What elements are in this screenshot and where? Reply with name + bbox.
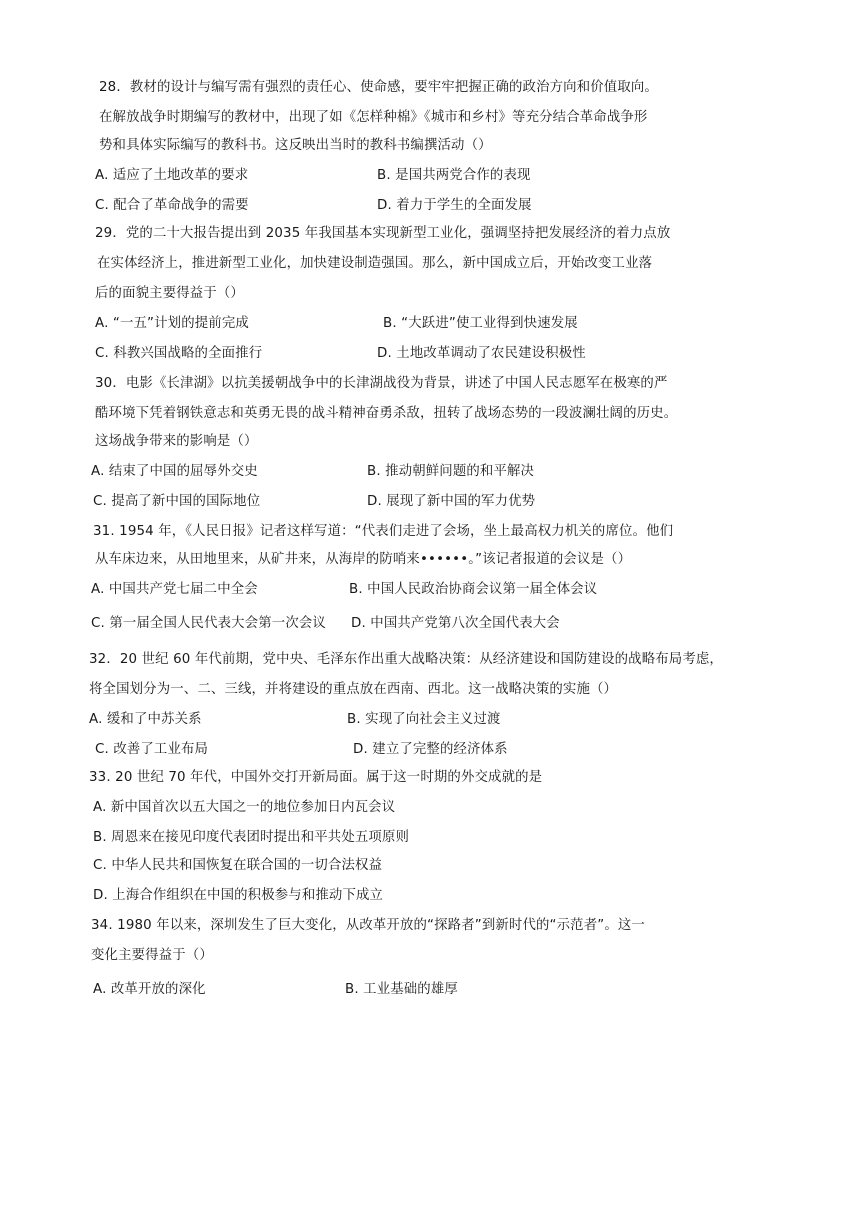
option-d[interactable]: D. 建立了完整的经济体系 (353, 742, 508, 757)
question-text-line: 28．教材的设计与编写需有强烈的责任心、使命感，要牢牢把握正确的政治方向和价值取向。 (99, 80, 658, 95)
option-b[interactable]: B. 工业基础的雄厚 (345, 982, 458, 997)
option-b[interactable]: B. 周恩来在接见印度代表团时提出和平共处五项原则 (93, 830, 410, 845)
question-text-line: 在解放战争时期编写的教材中，出现了如《怎样种棉》《城市和乡村》等充分结合革命战争形 (99, 110, 648, 125)
option-a[interactable]: A. 中国共产党七届二中全会 (91, 582, 258, 597)
option-d[interactable]: D. 土地改革调动了农民建设积极性 (377, 346, 586, 361)
option-d[interactable]: D. 着力于学生的全面发展 (377, 198, 532, 213)
question-text-line: 29．党的二十大报告提出到 2035 年我国基本实现新型工业化，强调坚持把发展经济的着力点放 (95, 226, 671, 241)
question-text-line: 33. 20 世纪 70 年代，中国外交打开新局面。属于这一时期的外交成就的是 (89, 770, 543, 785)
option-d[interactable]: D. 上海合作组织在中国的积极参与和推动下成立 (93, 888, 384, 903)
option-b[interactable]: B. 推动朝鲜问题的和平解决 (367, 464, 535, 479)
option-a[interactable]: A. 适应了土地改革的要求 (95, 168, 249, 183)
option-a[interactable]: A. “一五”计划的提前完成 (95, 316, 249, 331)
question-text-line: 将全国划分为一、二、三线，并将建设的重点放在西南、西北。这一战略决策的实施（） (89, 682, 618, 697)
option-a[interactable]: A. 改革开放的深化 (93, 982, 206, 997)
question-text-line: 酷环境下凭着钢铁意志和英勇无畏的战斗精神奋勇杀敌，扭转了战场态势的一段波澜壮阔的历史。 (95, 406, 678, 421)
option-c[interactable]: C. 科教兴国战略的全面推行 (95, 346, 263, 361)
question-text-line: 势和具体实际编写的教科书。这反映出当时的教科书编撰活动（） (99, 138, 492, 153)
option-c[interactable]: C. 配合了革命战争的需要 (95, 198, 249, 213)
option-a[interactable]: A. 结束了中国的屈辱外交史 (91, 464, 258, 479)
option-c[interactable]: C. 提高了新中国的国际地位 (93, 494, 261, 509)
question-text-line: 从车床边来，从田地里来，从矿井来，从海岸的防哨来••••••。”该记者报道的会议是（） (95, 552, 632, 567)
question-text-line: 31. 1954 年，《人民日报》记者这样写道：“代表们走进了会场，坐上最高权力机关的席位。他们 (93, 524, 674, 539)
option-d[interactable]: D. 展现了新中国的军力优势 (367, 494, 536, 509)
option-b[interactable]: B. “大跃进”使工业得到快速发展 (383, 316, 578, 331)
option-c[interactable]: C. 第一届全国人民代表大会第一次会议 (91, 616, 326, 631)
question-text-line: 这场战争带来的影响是（） (95, 434, 258, 449)
question-text-line: 30．电影《长津湖》以抗美援朝战争中的长津湖战役为背景，讲述了中国人民志愿军在极寒的严 (95, 376, 668, 391)
question-text-line: 在实体经济上，推进新型工业化，加快建设制造强国。那么，新中国成立后，开始改变工业落 (97, 256, 653, 271)
option-d[interactable]: D. 中国共产党第八次全国代表大会 (351, 616, 560, 631)
option-c[interactable]: C. 改善了工业布局 (95, 742, 209, 757)
option-c[interactable]: C. 中华人民共和国恢复在联合国的一切合法权益 (93, 858, 383, 873)
option-b[interactable]: B. 中国人民政治协商会议第一届全体会议 (349, 582, 598, 597)
option-a[interactable]: A. 新中国首次以五大国之一的地位参加日内瓦会议 (93, 800, 396, 815)
question-text-line: 后的面貌主要得益于（） (95, 286, 244, 301)
question-text-line: 32．20 世纪 60 年代前期，党中央、毛泽东作出重大战略决策：从经济建设和国防建设的战略布局考虑， (89, 652, 723, 667)
question-text-line: 变化主要得益于（） (91, 948, 213, 963)
option-a[interactable]: A. 缓和了中苏关系 (89, 712, 202, 727)
question-text-line: 34. 1980 年以来，深圳发生了巨大变化，从改革开放的“探路者”到新时代的“示范者”。这一 (91, 918, 645, 933)
option-b[interactable]: B. 是国共两党合作的表现 (377, 168, 531, 183)
option-b[interactable]: B. 实现了向社会主义过渡 (347, 712, 501, 727)
